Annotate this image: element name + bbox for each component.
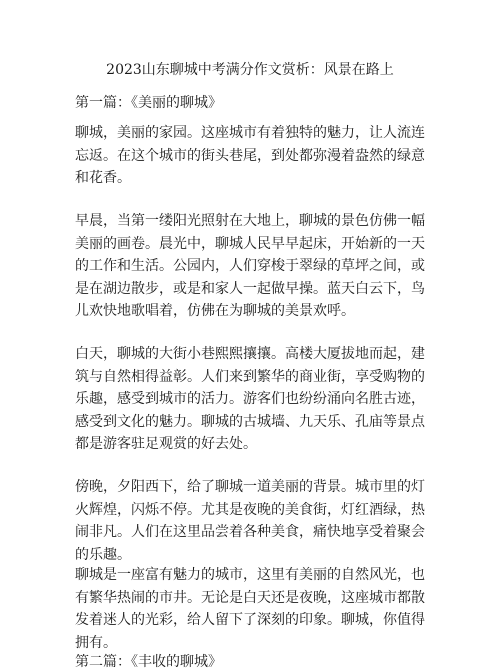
- paragraph-2: 早晨，当第一缕阳光照射在大地上，聊城的景色仿佛一幅美丽的画卷。晨光中，聊城人民早早起床，开始新的一天的工作和生活。公园内，人们穿梭于翠绿的草坪之间，或是在湖边散步，或是和家人一起做早操。蓝天白云下，鸟儿欢快地歌唱着，仿佛在为聊城的美景欢呼。: [75, 213, 425, 319]
- paragraph-5: 聊城是一座富有魅力的城市，这里有美丽的自然风光，也有繁华热闹的市井。无论是白天还是夜晚，这座城市都散发着迷人的光彩，给人留下了深刻的印象。聊城，你值得拥有。: [75, 567, 425, 651]
- document-title: 2023山东聊城中考满分作文赏析：风景在路上: [106, 62, 394, 78]
- section-heading-1: 第一篇：《美丽的聊城》: [75, 95, 222, 111]
- paragraph-4: 傍晚，夕阳西下，给了聊城一道美丽的背景。城市里的灯火辉煌，闪烁不停。尤其是夜晚的美食街，灯红酒绿，热闹非凡。人们在这里品尝着各种美食，痛快地享受着聚会的乐趣。: [75, 479, 425, 563]
- paragraph-3: 白天，聊城的大街小巷熙熙攘攘。高楼大厦拔地而起，建筑与自然相得益彰。人们来到繁华的商业街，享受购物的乐趣，感受到城市的活力。游客们也纷纷涌向名胜古迹，感受到文化的魅力。聊城的古城墙、九天乐、孔庙等景点都是游客驻足观赏的好去处。: [75, 346, 425, 452]
- section-heading-2: 第二篇：《丰收的聊城》: [75, 654, 222, 670]
- paragraph-1: 聊城，美丽的家园。这座城市有着独特的魅力，让人流连忘返。在这个城市的街头巷尾，到处都弥漫着盎然的绿意和花香。: [75, 125, 425, 186]
